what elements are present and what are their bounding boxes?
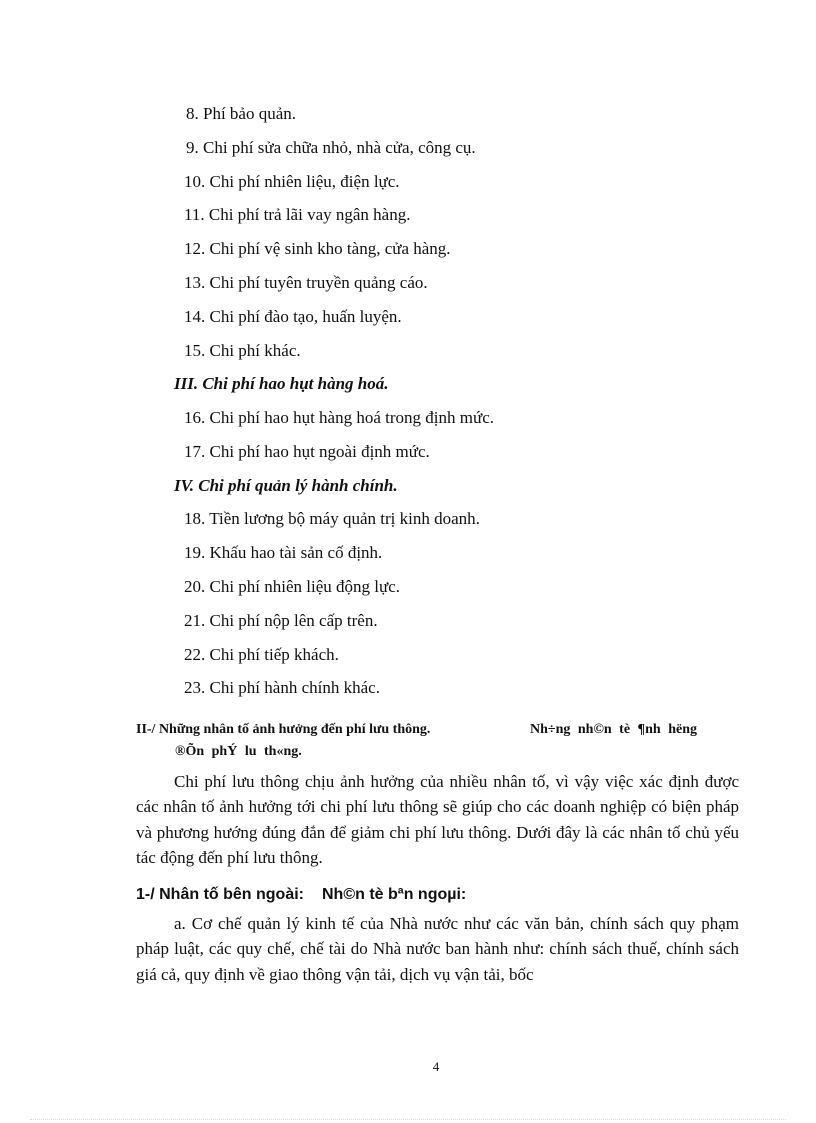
list-item-10: 10. Chi phí nhiên liệu, điện lực. (184, 172, 400, 191)
list-item-11: 11. Chi phí trả lãi vay ngân hàng. (184, 205, 411, 224)
list-item-20: 20. Chi phí nhiên liệu động lực. (184, 577, 401, 596)
list-item-15: 15. Chi phí khác. (184, 341, 301, 360)
section-heading-ii-garbled: Nh÷ng nh©n tè ¶nh hëng (530, 722, 697, 737)
list-item-19: 19. Khấu hao tài sản cố định. (184, 543, 383, 562)
sub-heading-1-garbled: Nh©n tè bªn ngoµi: (322, 886, 467, 903)
section-heading-iii: III. Chi phí hao hụt hàng hoá. (174, 374, 389, 393)
paragraph-a-text: a. Cơ chế quản lý kinh tế của Nhà nước như các văn bản, chính sách quy phạm pháp luật, các quy chế, chế tài do Nhà nước ban hành như: chính sách thuế, chính sách giá cả, quy định về giao thông vận tải, dịch vụ vận tải, bốc (136, 914, 739, 984)
paragraph-intro (136, 769, 739, 870)
list-item-8: 8. Phí bảo quản. (186, 104, 297, 123)
list-item-9: 9. Chi phí sửa chữa nhỏ, nhà cửa, công cụ. (186, 138, 476, 157)
page-number: 4 (432, 1059, 440, 1074)
list-item-12: 12. Chi phí vệ sinh kho tàng, cửa hàng. (184, 239, 451, 258)
list-item-22: 22. Chi phí tiếp khách. (184, 645, 339, 664)
page-bottom-divider (30, 1119, 786, 1120)
paragraph-intro-text: Chi phí lưu thông chịu ảnh hưởng của nhiều nhân tố, vì vậy việc xác định được các nhân tố ảnh hưởng tới chi phí lưu thông sẽ giúp cho các doanh nghiệp có biện pháp và phương hướng đúng đắn để giảm chi phí lưu thông. Dưới đây là các nhân tố chủ yếu tác động đến phí lưu thông. (136, 772, 739, 867)
list-item-16: 16. Chi phí hao hụt hàng hoá trong định mức. (184, 408, 494, 427)
list-item-17: 17. Chi phí hao hụt ngoài định mức. (184, 442, 430, 461)
section-heading-iv: IV. Chi phí quản lý hành chính. (174, 476, 398, 495)
list-item-21: 21. Chi phí nộp lên cấp trên. (184, 611, 378, 630)
list-item-18: 18. Tiền lương bộ máy quản trị kinh doanh. (184, 509, 480, 528)
sub-heading-1: 1-/ Nhân tố bên ngoài: (136, 886, 304, 903)
section-heading-ii-garbled-continued: ®Õn phÝ lu th«ng. (175, 744, 302, 759)
list-item-23: 23. Chi phí hành chính khác. (184, 678, 380, 697)
paragraph-a (136, 911, 739, 987)
section-heading-ii: II-/ Những nhân tố ảnh hưởng đến phí lưu thông. (136, 722, 431, 737)
list-item-13: 13. Chi phí tuyên truyền quảng cáo. (184, 273, 428, 292)
list-item-14: 14. Chi phí đào tạo, huấn luyện. (184, 307, 402, 326)
